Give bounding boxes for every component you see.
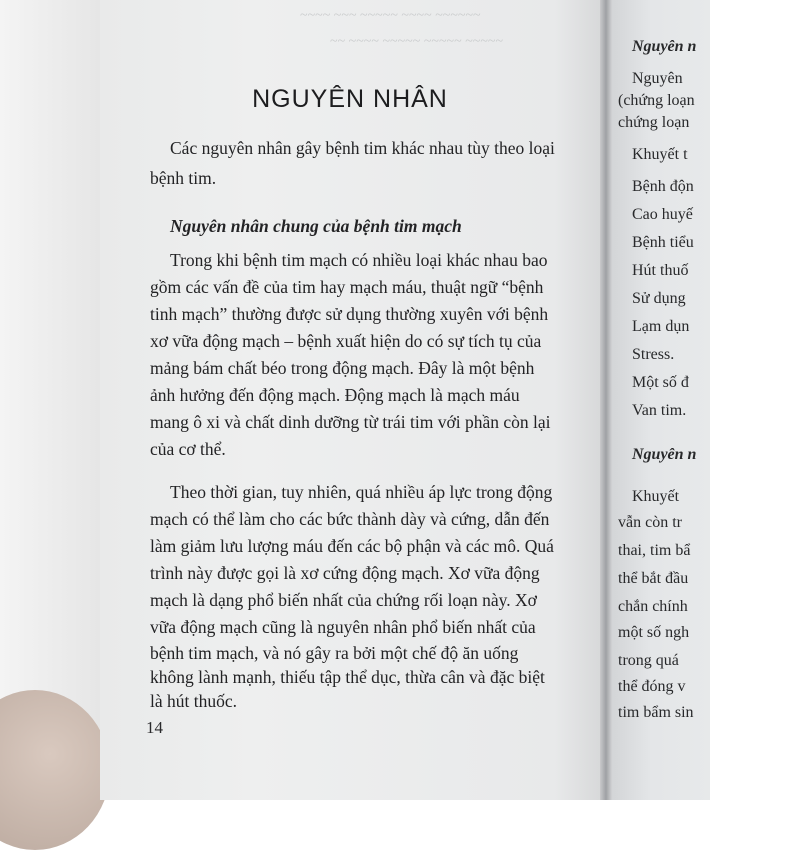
right-page xyxy=(612,0,710,800)
text-line: tinh mạch” thường được sử dụng thường xuyên với bệnh xyxy=(150,304,549,324)
right-line: vẫn còn tr xyxy=(618,514,682,531)
right-line: Nguyên xyxy=(632,70,683,87)
right-line: chứng loạn xyxy=(618,114,690,131)
text-line: mảng bám chất béo trong động mạch. Đây là một bệnh xyxy=(150,358,535,378)
text-line: mạch có thể làm cho các bức thành dày và cứng, dẫn đến xyxy=(150,509,550,529)
right-heading: Nguyên n xyxy=(632,38,697,55)
right-line: tim bẩm sin xyxy=(618,704,694,721)
text-line: vữa động mạch cũng là nguyên nhân phổ biến nhất của xyxy=(150,617,536,637)
right-line: chắn chính xyxy=(618,598,688,615)
right-heading: Nguyên n xyxy=(632,446,697,463)
right-line: thể đóng v xyxy=(618,678,686,695)
right-line: Khuyết t xyxy=(632,146,688,163)
right-line: Bệnh tiểu xyxy=(632,234,694,251)
page-number: 14 xyxy=(146,718,163,737)
text-line: của cơ thể. xyxy=(150,439,226,459)
right-line: thai, tim bẩ xyxy=(618,542,691,559)
background xyxy=(0,0,100,800)
bleed-through-text: ~~~~ ~~~ ~~~~~ ~~~~ ~~~~~~ xyxy=(300,8,481,23)
right-line: (chứng loạn xyxy=(618,92,695,109)
right-line: Hút thuố xyxy=(632,262,689,279)
text-line: mạch là dạng phổ biến nhất của chứng rối loạn này. Xơ xyxy=(150,590,537,610)
text-line: không lành mạnh, thiếu tập thể dục, thừa cân và đặc biệt xyxy=(150,667,545,687)
text-line: gồm các vấn đề của tim hay mạch máu, thuật ngữ “bệnh xyxy=(150,277,544,297)
right-line: Van tim. xyxy=(632,402,687,419)
intro-line: Các nguyên nhân gây bệnh tim khác nhau tùy theo loại xyxy=(170,138,555,158)
right-line: Khuyết xyxy=(632,488,680,505)
text-line: mang ô xi và chất dinh dưỡng từ trái tim với phần còn lại xyxy=(150,412,551,432)
text-line: Trong khi bệnh tim mạch có nhiều loại khác nhau bao xyxy=(170,250,548,270)
text-line: là hút thuốc. xyxy=(150,691,237,711)
intro-line: bệnh tim. xyxy=(150,168,217,188)
right-line: Lạm dụn xyxy=(632,318,690,335)
text-line: làm giảm lưu lượng máu đến các bộ phận và các mô. Quá xyxy=(150,536,554,556)
right-line: Stress. xyxy=(632,346,675,363)
text-line: xơ vữa động mạch – bệnh xuất hiện do có sự tích tụ của xyxy=(150,331,542,351)
right-line: thể bắt đầu xyxy=(618,570,689,587)
book-gutter xyxy=(600,0,612,800)
right-line: một số ngh xyxy=(618,624,690,641)
page-heading: NGUYÊN NHÂN xyxy=(252,85,448,113)
right-line: Sử dụng xyxy=(632,290,686,307)
text-line: ảnh hưởng đến động mạch. Động mạch là mạch máu xyxy=(150,385,520,405)
subheading: Nguyên nhân chung của bệnh tim mạch xyxy=(170,216,462,236)
right-line: trong quá xyxy=(618,652,679,669)
right-line: Cao huyế xyxy=(632,206,693,223)
text-line: Theo thời gian, tuy nhiên, quá nhiều áp lực trong động xyxy=(170,482,553,502)
text-line: bệnh tim mạch, và nó gây ra bởi một chế độ ăn uống xyxy=(150,643,519,663)
right-line: Bệnh độn xyxy=(632,178,694,195)
right-line: Một số đ xyxy=(632,374,689,391)
text-line: trình này được gọi là xơ cứng động mạch. Xơ vữa động xyxy=(150,563,540,583)
bleed-through-text: ~~ ~~~~ ~~~~~ ~~~~~ ~~~~~ xyxy=(330,34,504,49)
